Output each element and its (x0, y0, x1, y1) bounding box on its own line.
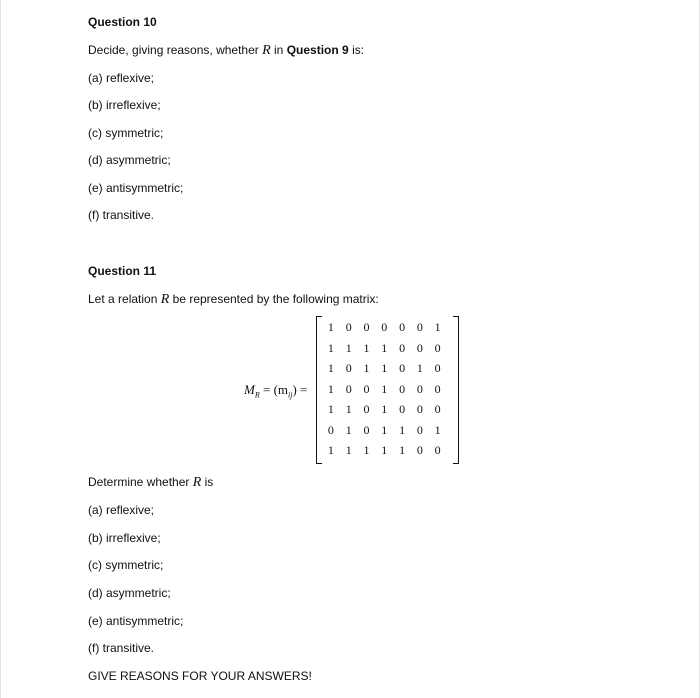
q10-item-d: (d) asymmetric; (88, 153, 171, 167)
matrix-cell: 0 (416, 381, 423, 396)
matrix-equation (244, 383, 307, 403)
q10-intro-post: is: (352, 43, 365, 57)
matrix-cell: 1 (345, 422, 352, 437)
matrix-cell: 0 (434, 361, 441, 375)
q11-item-f: (f) transitive. (88, 641, 155, 655)
q10-var-r: R (262, 43, 271, 58)
matrix-cell: 1 (327, 320, 334, 334)
matrix-cell: 0 (416, 402, 423, 416)
matrix-cell: 1 (363, 361, 370, 375)
question-10-heading: Question 10 (88, 15, 157, 29)
matrix-cell: 0 (363, 320, 370, 334)
matrix-cell: 0 (416, 340, 423, 355)
eq-end: ) = (292, 382, 308, 397)
q10-intro-pre: Decide, giving reasons, whether (88, 43, 259, 57)
matrix-row (322, 320, 447, 334)
relation-matrix (322, 316, 457, 462)
matrix-cell: 0 (363, 422, 370, 437)
eq-sub-ij: ij (288, 390, 293, 400)
question-11-intro (88, 291, 379, 308)
matrix-cell: 0 (381, 320, 388, 334)
matrix-cell: 1 (327, 340, 334, 355)
q10-item-e: (e) antisymmetric; (88, 181, 184, 195)
matrix-cell: 1 (327, 361, 334, 375)
q10-item-c: (c) symmetric; (88, 126, 164, 140)
matrix-cell: 0 (399, 340, 406, 355)
matrix-cell: 1 (363, 340, 370, 355)
q11-var-r: R (160, 292, 170, 307)
matrix-cell: 0 (399, 402, 406, 416)
matrix-cell: 0 (416, 443, 423, 457)
eq-m: M (244, 382, 255, 397)
q11-item-d: (d) asymmetric; (88, 586, 171, 600)
determine-pre: Determine whether (88, 475, 190, 489)
matrix-cell: 1 (381, 340, 388, 355)
matrix-cell: 1 (381, 443, 388, 457)
q11-intro-pre: Let a relation (88, 292, 158, 306)
matrix-cell: 0 (345, 381, 352, 396)
q10-intro-ref: Question 9 (286, 43, 349, 57)
matrix-row (322, 341, 447, 355)
matrix-cell: 0 (363, 402, 370, 416)
matrix-cell: 0 (434, 443, 441, 457)
matrix-cell: 1 (399, 443, 406, 457)
matrix-row (322, 382, 447, 396)
question-10-intro (88, 42, 364, 59)
question-11-heading: Question 11 (88, 264, 157, 278)
matrix-row (322, 402, 447, 416)
matrix-cell: 1 (434, 422, 441, 437)
matrix-cell: 1 (363, 443, 370, 457)
footer-instruction: GIVE REASONS FOR YOUR ANSWERS! (88, 669, 312, 683)
q10-item-f: (f) transitive. (88, 208, 155, 222)
determine-line (88, 474, 213, 491)
matrix-cell: 1 (399, 422, 406, 437)
matrix-cell: 1 (416, 361, 423, 375)
eq-sub-r: R (254, 390, 260, 400)
q10-item-a: (a) reflexive; (88, 71, 155, 85)
matrix-cell: 0 (434, 381, 441, 396)
q11-item-a: (a) reflexive; (88, 503, 155, 517)
matrix-cell: 1 (381, 422, 388, 437)
matrix-cell: 1 (434, 320, 441, 334)
eq-mid: = (m (259, 382, 289, 397)
q11-item-e: (e) antisymmetric; (88, 614, 184, 628)
matrix-cell: 1 (381, 381, 388, 396)
matrix-cell: 0 (434, 402, 441, 416)
matrix-cell: 0 (363, 381, 370, 396)
matrix-cell: 1 (327, 402, 334, 416)
q10-intro-in: in (274, 43, 284, 57)
matrix-row (322, 361, 447, 375)
q11-item-b: (b) irreflexive; (88, 531, 161, 545)
matrix-right-bracket (453, 316, 459, 464)
matrix-cell: 0 (416, 320, 423, 334)
matrix-cell: 1 (381, 361, 388, 375)
matrix-cell: 1 (381, 402, 388, 416)
matrix-cell: 1 (327, 443, 334, 457)
matrix-cell: 1 (345, 443, 352, 457)
matrix-cell: 0 (345, 361, 352, 375)
matrix-cell: 0 (399, 381, 406, 396)
matrix-cell: 1 (345, 340, 352, 355)
matrix-cell: 0 (434, 340, 441, 355)
matrix-cell: 0 (345, 320, 352, 334)
matrix-row (322, 443, 447, 457)
matrix-cell: 1 (345, 402, 352, 416)
q11-intro-post: be represented by the following matrix: (172, 292, 379, 306)
q10-item-b: (b) irreflexive; (88, 98, 161, 112)
matrix-cell: 0 (399, 320, 406, 334)
matrix-cell: 1 (327, 381, 334, 396)
matrix-cell: 0 (416, 422, 423, 437)
determine-var-r: R (192, 475, 202, 490)
page-left-border (0, 0, 1, 698)
matrix-cell: 0 (327, 422, 334, 437)
determine-post: is (204, 475, 214, 489)
matrix-cell: 0 (399, 361, 406, 375)
q11-item-c: (c) symmetric; (88, 558, 164, 572)
matrix-row (322, 423, 447, 437)
